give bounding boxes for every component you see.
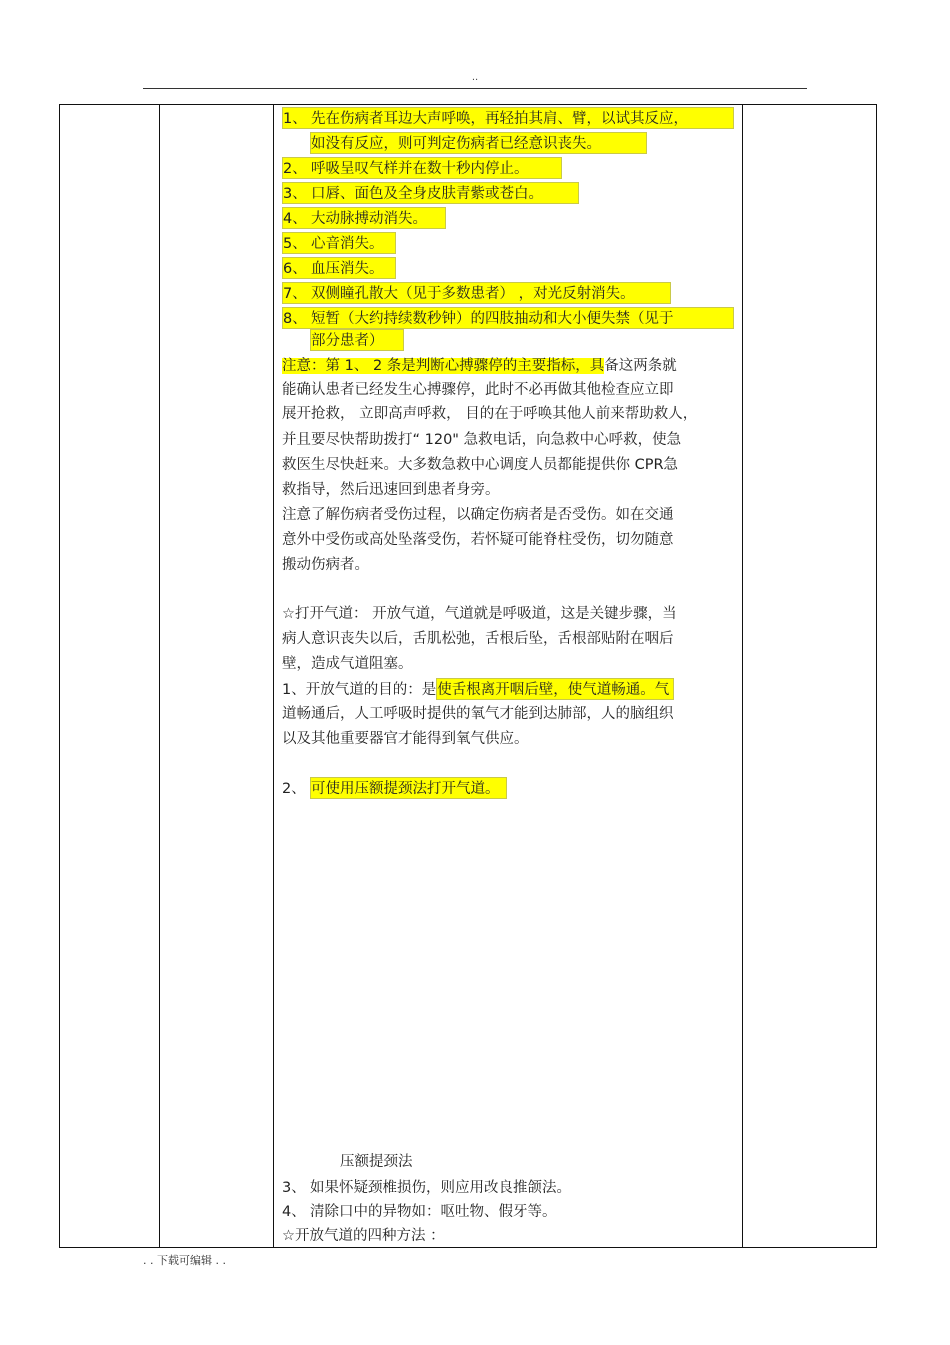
- item-number: 3、: [282, 1180, 306, 1196]
- step-number: 3、: [283, 186, 307, 202]
- note-line-3: 展开抢救， 立即高声呼救， 目的在于呼唤其他人前来帮助救人，: [282, 406, 698, 422]
- note-highlight: 注意：第 1、 2 条是判断心搏骤停的主要指标，具: [282, 358, 605, 374]
- step-text: 先在伤病者耳边大声呼唤，再轻拍其肩、臂，以试其反应，: [311, 111, 688, 127]
- step-6: [282, 257, 396, 279]
- step-number: 4、: [283, 211, 307, 227]
- note-line-4: 并且要尽快帮助拨打“ 120" 急救电话，向急救中心呼救，使急: [282, 432, 682, 448]
- airway-line-2: 病人意识丧失以后，舌肌松弛，舌根后坠，舌根部贴附在咽后: [282, 631, 674, 647]
- figure-caption: 压额提颈法: [340, 1154, 413, 1170]
- step-number: 1、: [283, 111, 307, 127]
- step-5: [282, 232, 396, 254]
- airway-line-1: ☆打开气道： 开放气道，气道就是呼吸道，这是关键步骤，当: [282, 606, 677, 622]
- item-number: 2、: [282, 781, 306, 797]
- column-divider: [273, 105, 274, 1247]
- four-methods-heading: ☆开放气道的四种方法 ：: [282, 1228, 445, 1244]
- step-text: 血压消失。: [311, 261, 384, 277]
- item-text: 可使用压额提颈法打开气道。: [310, 777, 507, 799]
- step-text: 短暂（大约持续数秒钟）的四肢抽动和大小便失禁（见于: [311, 311, 674, 327]
- column-divider: [159, 105, 160, 1247]
- document-table: [59, 104, 877, 1248]
- item-number: 4、: [282, 1204, 306, 1220]
- injury-note-line-2: 意外中受伤或高处坠落受伤，若怀疑可能脊柱受伤，切勿随意: [282, 532, 674, 548]
- step-1-continuation: 如没有反应，则可判定伤病者已经意识丧失。: [310, 132, 647, 154]
- injury-note-line-1: 注意了解伤病者受伤过程，以确定伤病者是否受伤。如在交通: [282, 507, 674, 523]
- step-8: [282, 307, 734, 329]
- item-text: 清除口中的异物如：呕吐物、假牙等。: [310, 1204, 557, 1220]
- step-number: 7、: [283, 286, 307, 302]
- step-8-continuation: 部分患者）: [310, 329, 404, 351]
- step-text: 大动脉搏动消失。: [311, 211, 427, 227]
- step-number: 6、: [283, 261, 307, 277]
- injury-note-line-3: 搬动伤病者。: [282, 557, 369, 573]
- step-number: 5、: [283, 236, 307, 252]
- purpose-prefix: 1、开放气道的目的：是: [282, 682, 437, 698]
- step-1: [282, 107, 734, 129]
- airway-purpose-line-3: 以及其他重要器官才能得到氧气供应。: [282, 731, 529, 747]
- step-7: [282, 282, 671, 304]
- note-line-5: 救医生尽快赶来。大多数急救中心调度人员都能提供你 CPR急: [282, 457, 679, 473]
- step-text: 双侧瞳孔散大（见于多数患者） ，对光反射消失。: [311, 286, 635, 302]
- step-2: [282, 157, 562, 179]
- note-line-1: [282, 355, 677, 377]
- airway-line-3: 壁，造成气道阻塞。: [282, 656, 413, 672]
- step-3: [282, 182, 579, 204]
- airway-purpose-line-1: [282, 678, 674, 700]
- header-rule: [143, 88, 807, 89]
- item-text: 如果怀疑颈椎损伤，则应用改良推颌法。: [310, 1180, 571, 1196]
- airway-item-2: [282, 777, 507, 799]
- airway-item-4: [282, 1201, 557, 1223]
- column-divider: [742, 105, 743, 1247]
- note-line-2: 能确认患者已经发生心搏骤停，此时不必再做其他检查应立即: [282, 382, 674, 398]
- footer-text: . . 下载可编辑 . .: [143, 1254, 226, 1267]
- note-text: 备这两条就: [604, 358, 677, 374]
- airway-purpose-line-2: 道畅通后，人工呼吸时提供的氧气才能到达肺部，人的脑组织: [282, 706, 674, 722]
- airway-item-3: [282, 1177, 571, 1199]
- step-text: 呼吸呈叹气样并在数十秒内停止。: [311, 161, 529, 177]
- step-number: 2、: [283, 161, 307, 177]
- step-text: 口唇、面色及全身皮肤青紫或苍白。: [311, 186, 543, 202]
- step-4: [282, 207, 446, 229]
- note-line-6: 救指导，然后迅速回到患者身旁。: [282, 482, 500, 498]
- step-number: 8、: [283, 311, 307, 327]
- header-mark: ..: [471, 72, 479, 83]
- purpose-highlight: 使舌根离开咽后壁，使气道畅通。气: [436, 678, 674, 700]
- step-text: 心音消失。: [311, 236, 384, 252]
